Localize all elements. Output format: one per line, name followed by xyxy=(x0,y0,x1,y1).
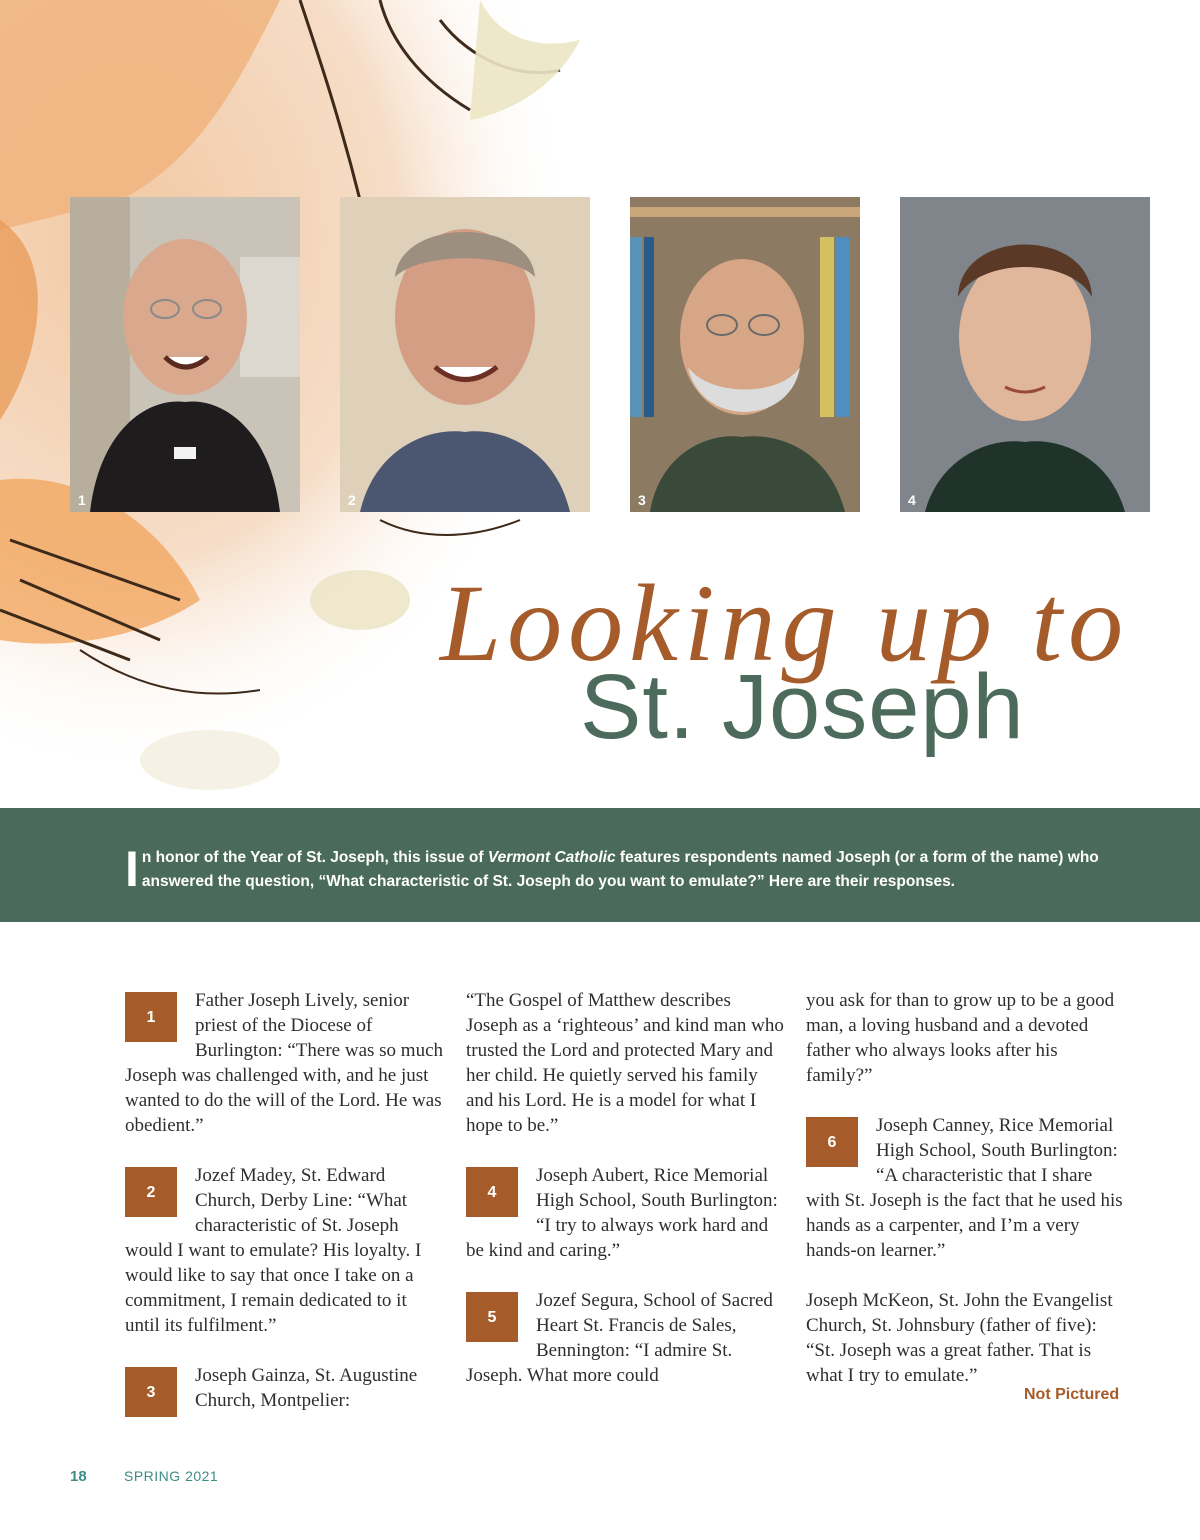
response-3 xyxy=(125,1363,445,1413)
photo-3 xyxy=(630,197,860,512)
response-2 xyxy=(125,1163,445,1338)
issue-label: SPRING 2021 xyxy=(124,1468,219,1484)
response-4 xyxy=(466,1163,786,1263)
not-pictured-label: Not Pictured xyxy=(1024,1386,1120,1403)
response-5 xyxy=(466,1288,786,1388)
response-text: Joseph McKeon, St. John the Evangelist Church, St. Johnsbury (father of five): “St. Joseph was a great father. That is what I try to emulate.” xyxy=(806,1290,1113,1386)
photo-number: 3 xyxy=(638,492,646,508)
response-number-badge: 2 xyxy=(125,1167,177,1217)
response-text: “The Gospel of Matthew describes Joseph as a ‘righteous’ and kind man who trusted the Lord and protected Mary and her child. He quietly served his family and his Lord. He is a model for what I hope to be.” xyxy=(466,990,784,1136)
photo-1 xyxy=(70,197,300,512)
script-title-text: Looking up to xyxy=(440,562,1130,684)
column-1 xyxy=(125,988,445,1438)
photo-2 xyxy=(340,197,590,512)
photo-number: 2 xyxy=(348,492,356,508)
main-title: St. Joseph xyxy=(580,656,1025,758)
column-3 xyxy=(806,988,1126,1413)
response-1 xyxy=(125,988,445,1138)
response-3-continued xyxy=(466,988,786,1138)
response-text: Joseph Aubert, Rice Memorial High School, South Burlington: “I try to always work hard and be kind and caring.” xyxy=(466,1165,778,1261)
response-text: Father Joseph Lively, senior priest of the Diocese of Burlington: “There was so much Joseph was challenged with, and he just wanted to do the will of the Lord. He was obedient.” xyxy=(125,990,444,1136)
response-not-pictured xyxy=(806,1288,1126,1388)
intro-text-part: n honor of the Year of St. Joseph, this issue of xyxy=(141,849,488,866)
response-text: Jozef Madey, St. Edward Church, Derby Line: “What characteristic of St. Joseph would I want to emulate? His loyalty. I would like to say that once I take on a commitment, I remain dedicated to it until its fulfilment.” xyxy=(125,1165,422,1336)
page-number: 18 xyxy=(70,1468,87,1485)
column-2 xyxy=(466,988,786,1413)
response-text: Jozef Segura, School of Sacred Heart St. Francis de Sales, Bennington: “I admire St. Joseph. What more could xyxy=(466,1290,773,1386)
photo-number: 1 xyxy=(78,492,86,508)
response-number-badge: 5 xyxy=(466,1292,518,1342)
dropcap: I xyxy=(125,841,139,897)
publication-name: Vermont Catholic xyxy=(487,849,616,866)
response-text: Joseph Gainza, St. Augustine Church, Montpelier: xyxy=(195,1365,418,1411)
photo-number: 4 xyxy=(908,492,916,508)
intro-text xyxy=(125,841,1135,897)
response-6 xyxy=(806,1113,1126,1263)
response-text: Joseph Canney, Rice Memorial High School, South Burlington: “A characteristic that I share with St. Joseph is the fact that he used his hands as a carpenter, and I’m a very hands-on learner.” xyxy=(806,1115,1123,1261)
response-text: you ask for than to grow up to be a good man, a loving husband and a devoted father who always looks after his family?” xyxy=(806,990,1115,1086)
response-number-badge: 3 xyxy=(125,1367,177,1417)
response-5-continued xyxy=(806,988,1126,1088)
response-number-badge: 6 xyxy=(806,1117,858,1167)
intro-text-part: features respondents named Joseph (or a form of the name) who answered the question, “What characteristic of St. Joseph do you want to emulate?” Here are their responses. xyxy=(141,849,1099,890)
photo-4 xyxy=(900,197,1150,512)
response-number-badge: 4 xyxy=(466,1167,518,1217)
response-number-badge: 1 xyxy=(125,992,177,1042)
